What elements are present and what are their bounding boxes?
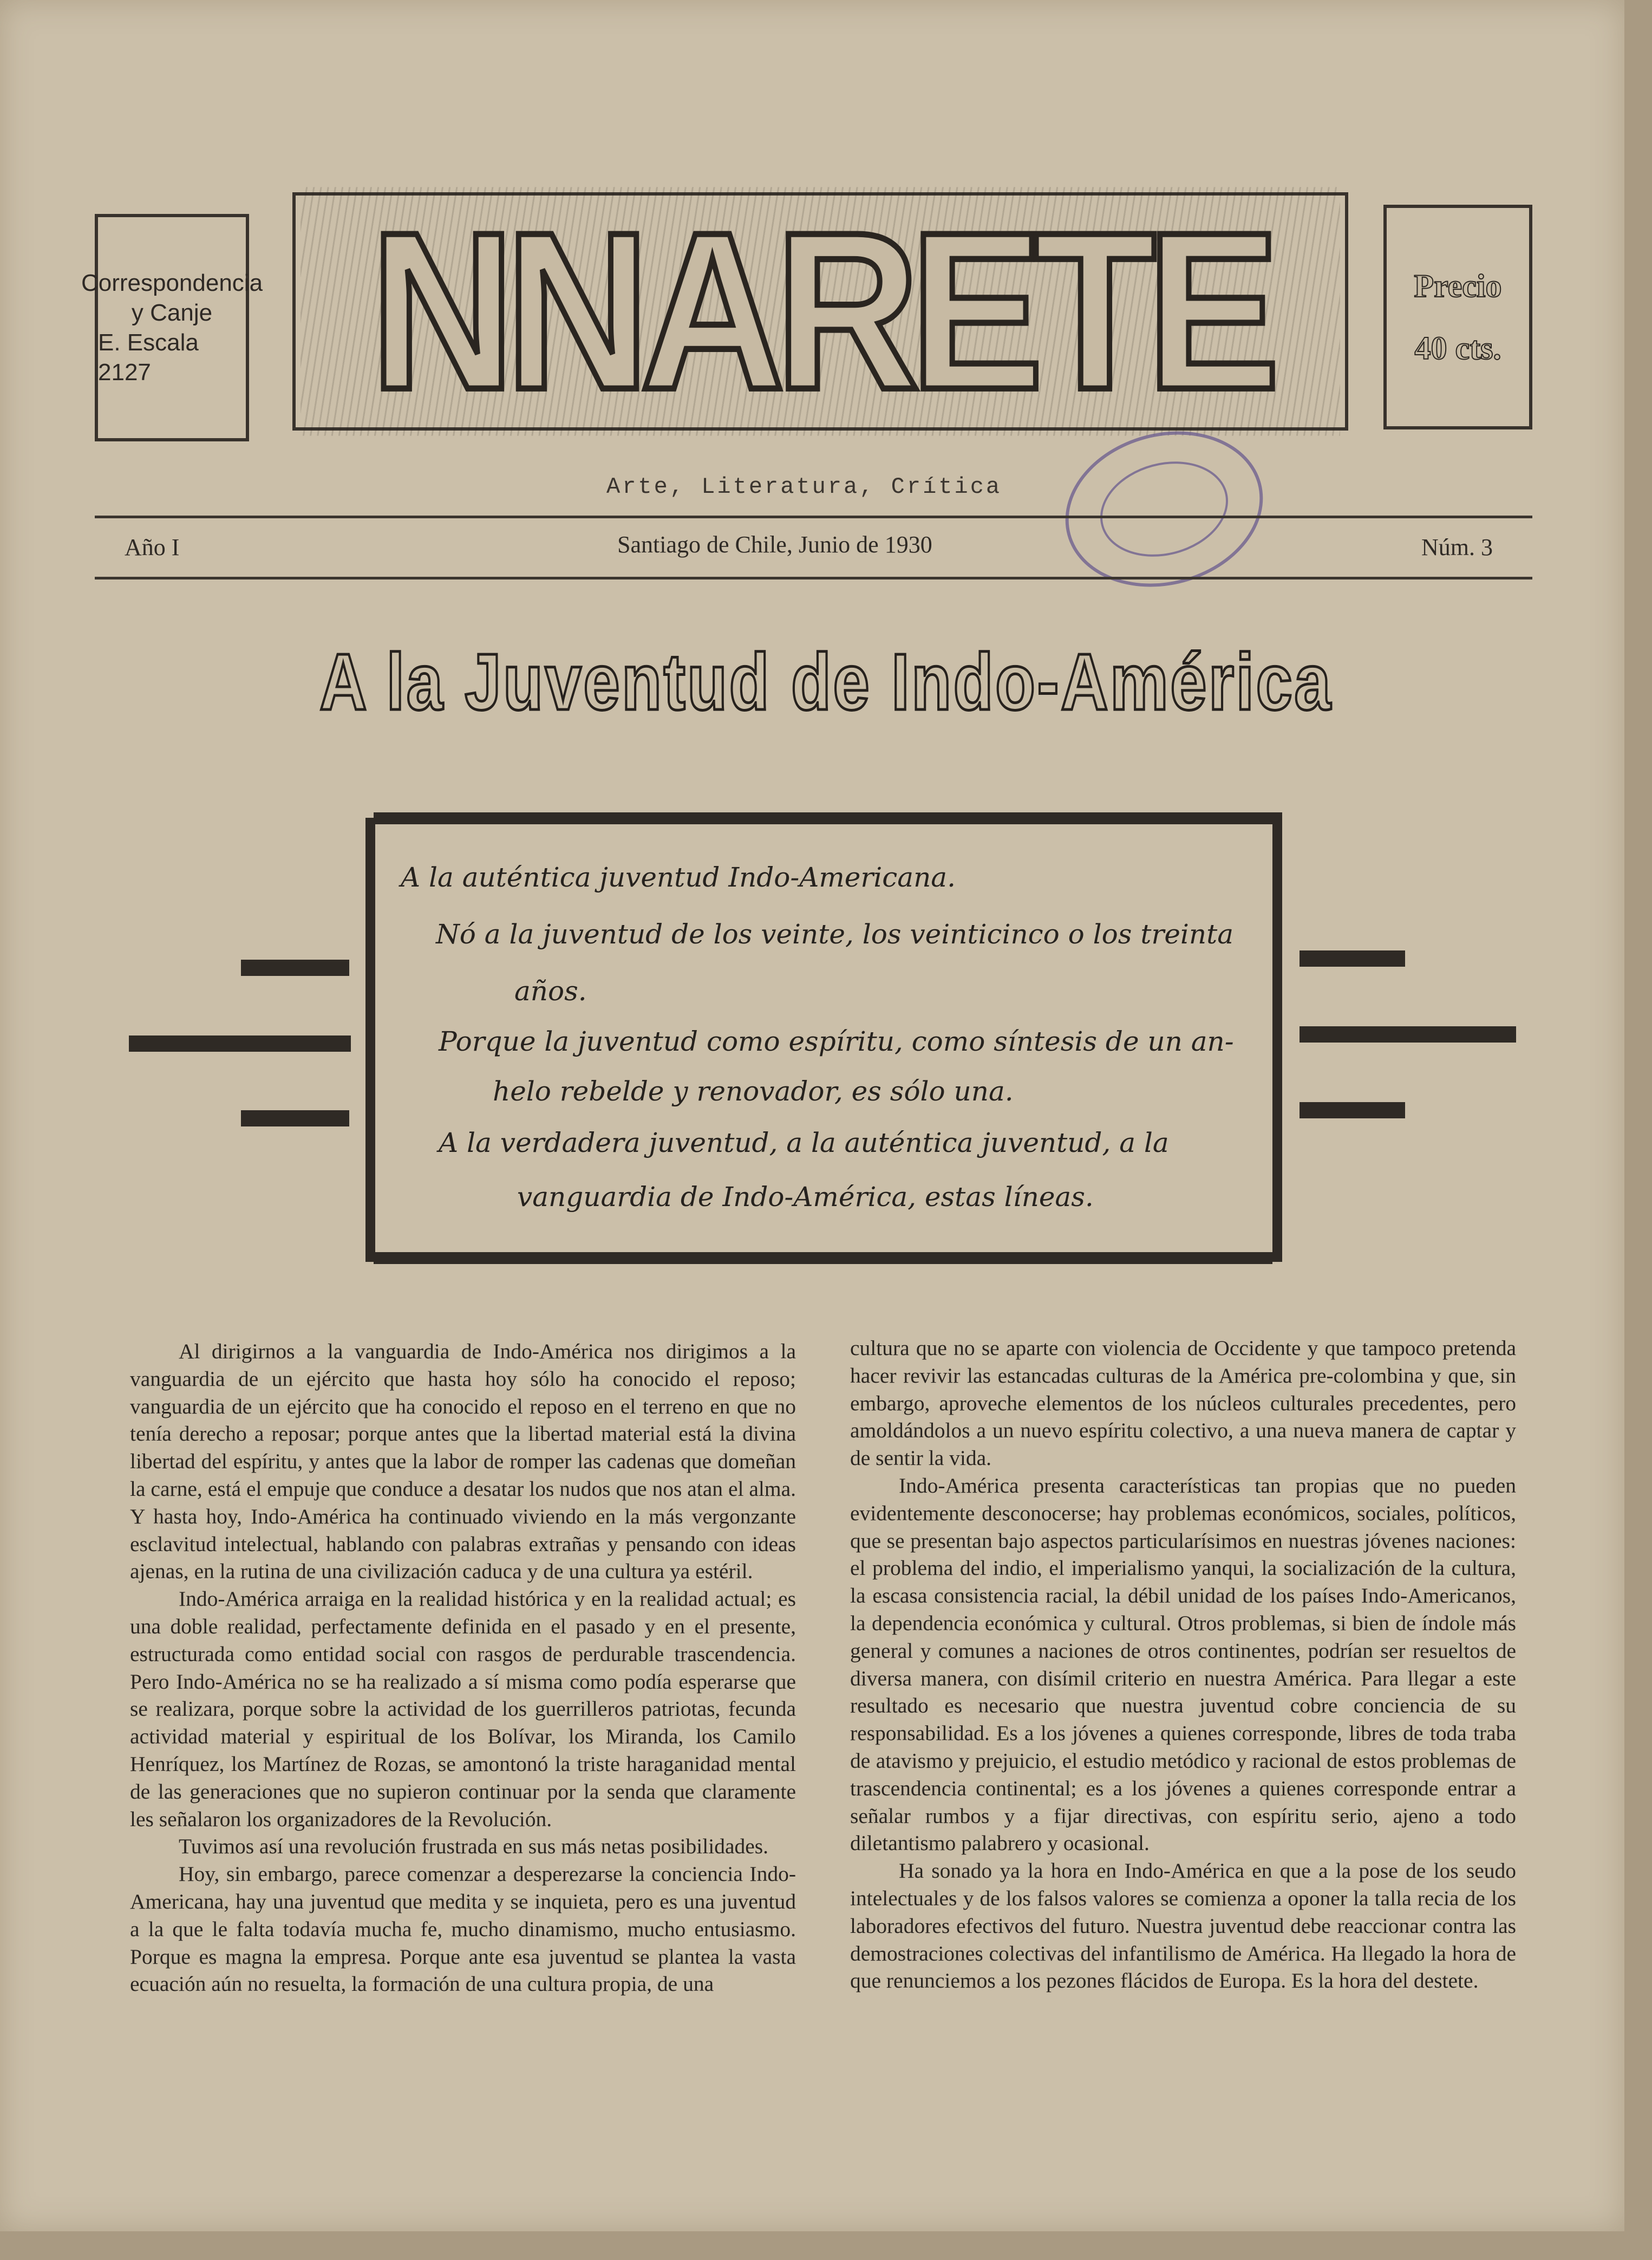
right-dash	[1300, 950, 1405, 967]
paragraph: Indo-América presenta características tan propias que no pueden evidentemente desconocerse; hay problemas económicos, sociales, políticos, que se presentan bajo aspectos particularísimos en nuestras jóvenes naciones: el problema del indio, el imperialismo yanqui, la socialización de la cultura, la escasa consistencia racial, la débil unidad de los países Indo-Americanos, la dependencia económica y cultural. Otros problemas, si bien de índole más general y comunes a naciones de otros continentes, podrían ser resueltos de diversa manera, con disímil criterio en nuestra América. Para llegar a este resultado es necesario que nuestra juventud cobre conciencia de su responsabilidad. Es a los jóvenes a quienes corresponde, libres de toda traba de atavismo y prejuicio, el estudio metódico y racional de estos problemas de trascendencia continental; es a los jóvenes a quienes corresponde entrar a señalar rumbos y a fijar directivas, con espíritu serio, ajeno a todo diletantismo palabrero y ocasional.	[850, 1473, 1516, 1855]
paragraph: cultura que no se aparte con violencia de Occidente y que tampoco pretenda hacer revivir las estancadas culturas de la América pre-colombina y que, sin embargo, aproveche elementos de los núcleos culturales precedentes, pero amoldándolos a un nuevo espíritu colectivo, a una nueva manera de captar y de sentir la vida.	[850, 1336, 1516, 1470]
paragraph: Indo-América arraiga en la realidad histórica y en la realidad actual; es una doble realidad, perfectamente definida en el pasado y en el presente, estructurada como entidad social con rasgos de perdurable trascendencia. Pero Indo-América no se ha realizado a sí misma como podía esperarse que se realizara, porque sobre la actividad de los guerrilleros patriotas, fecunda actividad material y espiritual de los Bolívar, los Miranda, los Camilo Henríquez, los Martínez de Rozas, se amontonó la triste haraganidad mental de las generaciones que no supieron continuar por la senda que claramente les señalaron los organizadores de la Revolución.	[130, 1587, 796, 1831]
right-dash	[1300, 1026, 1516, 1043]
price-value: 40 cts.	[1414, 330, 1501, 366]
price-box	[1383, 205, 1532, 429]
right-dash	[1300, 1102, 1405, 1118]
paragraph: Al dirigirnos a la vanguardia de Indo-América nos dirigimos a la vanguardia de un ejército que hasta hoy sólo ha conocido el reposo; vanguardia de un ejército que ha conocido el reposo en el terreno en que no tenía derecho a reposar; porque antes que la libertad material está la divina libertad del espíritu, y antes que la labor de romper las cadenas que domeñan la carne, está el empuje que conduce a desatar los nudos que nos atan el alma. Y hasta hoy, Indo-América ha continuado viviendo en la más vergonzante esclavitud intelectual, hablando con palabras extrañas y pensando con ideas ajenas, en la rutina de una civilización caduca y de una cultura ya estéril.	[130, 1339, 796, 1584]
paragraph: Tuvimos así una revolución frustrada en sus más netas posibilidades.	[179, 1834, 769, 1859]
price-label: Precio	[1414, 268, 1502, 304]
frame-left	[365, 818, 375, 1262]
left-dash	[241, 960, 349, 976]
year-label: Año I	[125, 534, 180, 561]
box-line: años.	[514, 975, 587, 1007]
box-line: A la auténtica juventud Indo-Americana.	[401, 862, 956, 893]
tagline: Arte, Literatura, Crítica	[606, 474, 1002, 500]
box-line: A la verdadera juventud, a la auténtica juventud, a la	[439, 1127, 1169, 1158]
bottom-rule	[95, 577, 1532, 579]
masthead-title: NNARETE	[301, 187, 1340, 435]
headline: A la Juventud de Indo-América	[319, 637, 1333, 727]
correspondence-line: y Canje	[131, 299, 213, 326]
date-line: Santiago de Chile, Junio de 1930	[617, 531, 932, 558]
correspondence-box	[81, 214, 263, 441]
box-line: Nó a la juventud de los veinte, los veinticinco o los treinta	[436, 919, 1233, 950]
stamp-inner-ring	[1089, 448, 1239, 570]
issue-number: Núm. 3	[1421, 534, 1493, 561]
correspondence-line: Correspondencia	[81, 270, 263, 296]
left-dash	[129, 1035, 351, 1052]
box-line: vanguardia de Indo-América, estas líneas.	[517, 1181, 1094, 1213]
box-line: Porque la juventud como espíritu, como síntesis de un an-	[439, 1026, 1234, 1057]
correspondence-line: E. Escala 2127	[98, 329, 199, 386]
page-edge	[1624, 0, 1652, 2260]
left-dash	[241, 1110, 349, 1126]
article-column-right	[850, 1334, 1516, 1995]
frame-right	[1272, 812, 1282, 1262]
paragraph: Hoy, sin embargo, parece comenzar a desperezarse la conciencia Indo-Americana, hay una juventud que medita y se inquieta, pero es una juventud a la que le falta todavía mucha fe, mucho dinamismo, mucho entusiasmo. Porque es magna la empresa. Porque ante esa juventud se plantea la vasta ecuación aún no resuelta, la formación de una cultura propia, de una	[130, 1862, 796, 1996]
top-rule	[95, 516, 1532, 518]
paragraph: Ha sonado ya la hora en Indo-América en que a la pose de los seudo intelectuales y de los falsos valores se comienza a oponer la talla recia de los laboradores efectivos del futuro. Nuestra juventud debe reaccionar contra las demostraciones colectivas del infantilismo de América. Ha llegado la hora de que renunciemos a los pezones flácidos de Europa. Es la hora del destete.	[850, 1859, 1516, 1993]
box-line: helo rebelde y renovador, es sólo una.	[493, 1076, 1014, 1107]
frame-top	[374, 812, 1272, 824]
frame-bottom	[374, 1252, 1272, 1264]
page-edge-bottom	[0, 2231, 1652, 2260]
article-column-left	[130, 1338, 796, 1998]
